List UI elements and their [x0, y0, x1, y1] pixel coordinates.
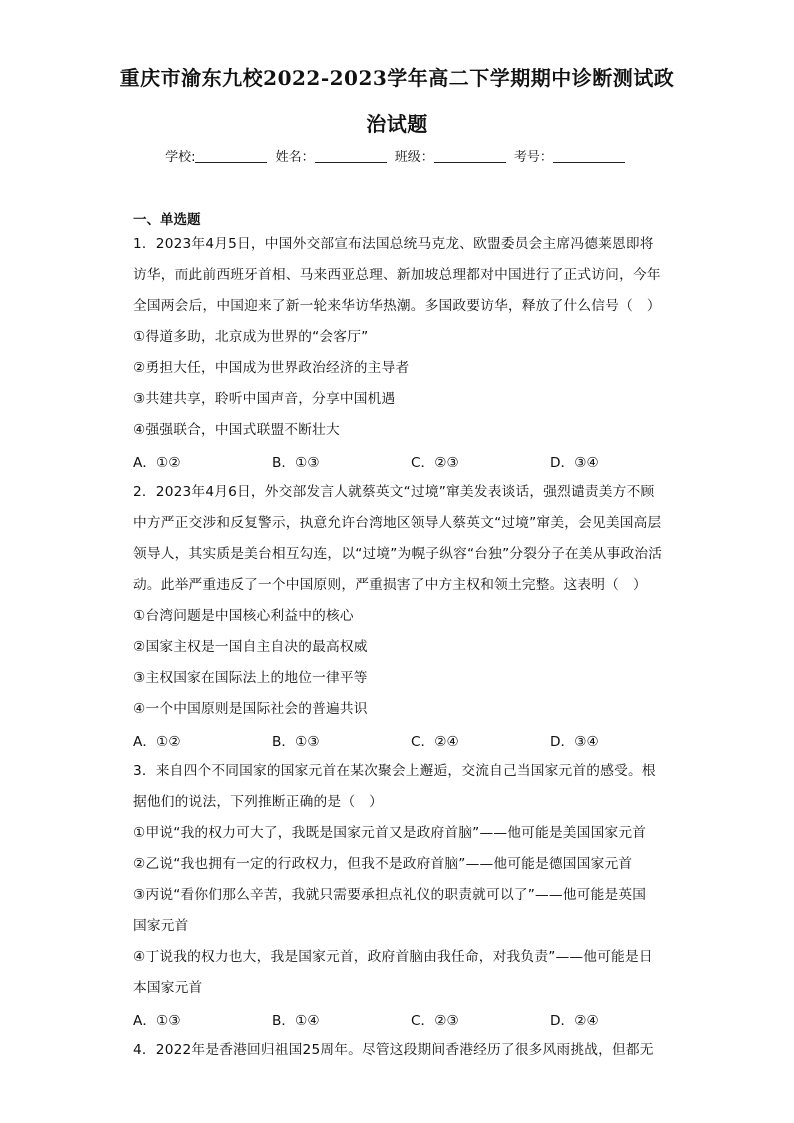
- question-1-statement: ②勇担大任，中国成为世界政治经济的主导者: [133, 360, 410, 376]
- question-3-stem: 据他们的说法，下列推断正确的是（ ）: [133, 794, 383, 810]
- exam-title-line-2: 治试题: [366, 112, 428, 136]
- option-b[interactable]: B．①④: [272, 1013, 320, 1029]
- student-info-row: [0, 146, 794, 165]
- question-2-statement: ③主权国家在国际法上的地位一律平等: [133, 670, 368, 686]
- option-c[interactable]: C．②③: [411, 455, 459, 471]
- question-3-stem: 3．来自四个不同国家的国家元首在某次聚会上邂逅，交流自己当国家元首的感受。根: [133, 763, 656, 779]
- option-b[interactable]: B．①③: [272, 455, 320, 471]
- option-d[interactable]: D．③④: [550, 734, 599, 750]
- option-a[interactable]: A．①③: [133, 1013, 181, 1029]
- question-2-statement: ②国家主权是一国自主自决的最高权威: [133, 639, 368, 655]
- school-label: 学校:: [165, 150, 196, 165]
- question-1-statement: ③共建共享，聆听中国声音，分享中国机遇: [133, 391, 396, 407]
- question-1-options: [133, 451, 663, 471]
- class-label: 班级：: [394, 150, 434, 165]
- question-1-stem: 1．2023年4月5日，中国外交部宣布法国总统马克龙、欧盟委员会主席冯德莱恩即将: [133, 236, 654, 252]
- question-3-statement: ②乙说“我也拥有一定的行政权力，但我不是政府首脑”——他可能是德国国家元首: [133, 856, 633, 872]
- question-4-stem: 4．2022年是香港回归祖国25周年。尽管这段期间香港经历了很多风雨挑战，但都无: [133, 1042, 654, 1058]
- exam-number-label: 考号：: [513, 150, 553, 165]
- question-2-statement: ①台湾问题是中国核心利益中的核心: [133, 608, 354, 624]
- question-3-statement: ④丁说我的权力也大，我是国家元首，政府首脑由我任命，对我负责”——他可能是日: [133, 949, 653, 965]
- question-3-statement: ③丙说“看你们那么辛苦，我就只需要承担点礼仪的职责就可以了”——他可能是英国: [133, 887, 647, 903]
- option-d[interactable]: D．③④: [550, 455, 599, 471]
- option-a[interactable]: A．①②: [133, 734, 181, 750]
- question-1-statement: ①得道多助，北京成为世界的“会客厅”: [133, 329, 369, 345]
- option-a[interactable]: A．①②: [133, 455, 181, 471]
- question-1-stem: 访华，而此前西班牙首相、马来西亚总理、新加坡总理都对中国进行了正式访问，今年: [133, 267, 661, 283]
- section-title: 一、单选题: [133, 212, 201, 228]
- question-2-stem: 领导人，其实质是美台相互勾连，以“过境”为幌子纵容“台独”分裂分子在美从事政治活: [133, 546, 663, 562]
- exam-number-blank[interactable]: [553, 149, 625, 163]
- question-2-options: [133, 730, 663, 750]
- exam-title-line-1: 重庆市渝东九校2022-2023学年高二下学期期中诊断测试政: [119, 66, 675, 90]
- question-2-stem: 中方严正交涉和反复警示，执意允许台湾地区领导人蔡英文“过境”窜美，会见美国高层: [133, 515, 662, 531]
- question-1-stem: 全国两会后，中国迎来了新一轮来华访华热潮。多国政要访华，释放了什么信号（ ）: [133, 298, 661, 314]
- option-d[interactable]: D．②④: [550, 1013, 599, 1029]
- question-1-statement: ④强强联合，中国式联盟不断壮大: [133, 422, 340, 438]
- question-3-statement: 本国家元首: [133, 980, 203, 996]
- school-blank[interactable]: [195, 149, 267, 163]
- question-3-statement: 国家元首: [133, 918, 189, 934]
- option-c[interactable]: C．②④: [411, 734, 459, 750]
- question-2-statement: ④一个中国原则是国际社会的普遍共识: [133, 701, 368, 717]
- name-label: 姓名：: [275, 150, 315, 165]
- option-c[interactable]: C．②③: [411, 1013, 459, 1029]
- question-2-stem: 动。此举严重违反了一个中国原则，严重损害了中方主权和领土完整。这表明（ ）: [133, 577, 647, 593]
- question-3-statement: ①甲说“我的权力可大了，我既是国家元首又是政府首脑”——他可能是美国国家元首: [133, 825, 647, 841]
- question-3-options: [133, 1009, 663, 1029]
- option-b[interactable]: B．①③: [272, 734, 320, 750]
- name-blank[interactable]: [315, 149, 387, 163]
- class-blank[interactable]: [434, 149, 506, 163]
- question-2-stem: 2．2023年4月6日，外交部发言人就蔡英文“过境”窜美发表谈话，强烈谴责美方不顾: [133, 484, 655, 500]
